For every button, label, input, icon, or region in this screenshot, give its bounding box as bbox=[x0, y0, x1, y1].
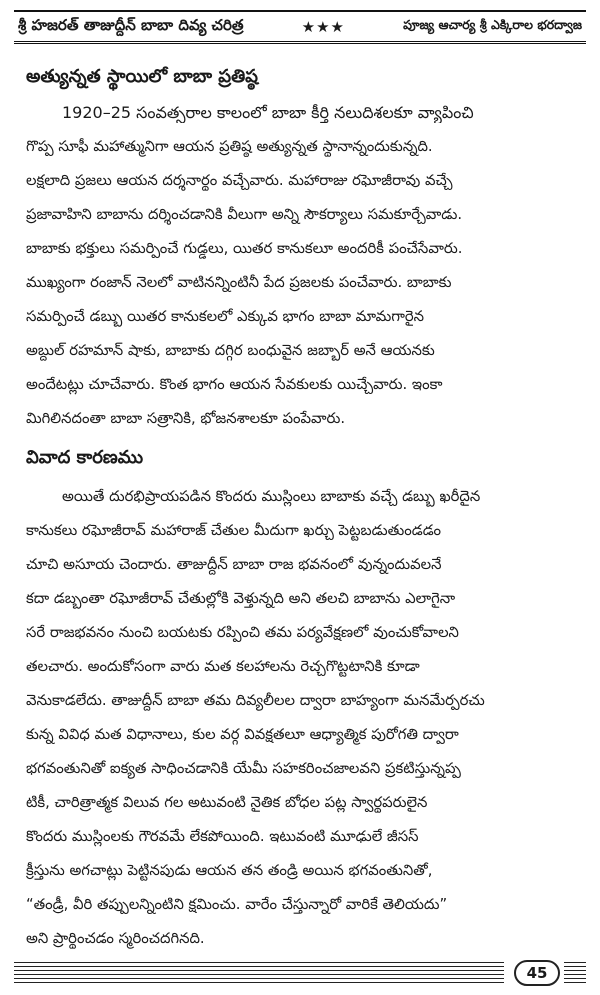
paragraph-line: లక్షలాది ప్రజలు ఆయన దర్శనార్థం వచ్చేవారు. మహారాజు రఘోజీరావు వచ్చే bbox=[26, 172, 453, 189]
paragraph-line: అయితే దురభిప్రాయపడిన కొందరు ముస్లింలు బాబాకు వచ్చే డబ్బు ఖరీదైన bbox=[62, 488, 481, 505]
paragraph-line: కదా డబ్బంతా రఘోజీరావ్ చేతుల్లోకి వెళ్తున్నది అని తలచి బాబాను ఎలాగైనా bbox=[26, 590, 456, 607]
paragraph-line: భగవంతునితో ఐక్యత సాధించడానికి యేమీ సహకరించజాలవని ప్రకటిస్తున్నప్ప bbox=[26, 760, 461, 777]
page-number: 45 bbox=[514, 960, 560, 986]
paragraph-line: వెనుకాడలేదు. తాజుద్దీన్ బాబా తమ దివ్యలీలల ద్వారా బాహ్యంగా మనమేర్పరచు bbox=[26, 692, 485, 709]
paragraph-line: క్రీస్తును అగచాట్లు పెట్టినపుడు ఆయన తన తండ్రి అయిన భగవంతునితో, bbox=[26, 862, 433, 879]
footer-rule-tail bbox=[564, 962, 586, 984]
section-heading-prestige: అత్యున్నత స్థాయిలో బాబా ప్రతిష్ఠ bbox=[26, 66, 258, 87]
paragraph-line: “తండ్రీ, వీరి తప్పులన్నింటిని క్షమించు. వారేం చేస్తున్నారో వారికే తెలియదు” bbox=[26, 896, 448, 913]
header-stars: ★★★ bbox=[301, 17, 345, 36]
paragraph-line: అని ప్రార్థించడం స్మరించదగినది. bbox=[26, 930, 205, 947]
paragraph-line: అబ్దుల్ రహమాన్ షాకు, బాబాకు దగ్గిర బంధువైన జబ్బార్ అనే ఆయనకు bbox=[26, 342, 435, 359]
running-header bbox=[14, 10, 586, 44]
author-name: పూజ్య ఆచార్య శ్రీ ఎక్కిరాల భరద్వాజ bbox=[403, 17, 582, 32]
paragraph-line: కానుకలు రఘోజీరావ్ మహారాజ్ చేతుల మీదుగా ఖర్చు పెట్టబడుతుండడం bbox=[26, 522, 441, 539]
book-title: శ్రీ హజరత్ తాజుద్దీన్ బాబా దివ్య చరిత్ర bbox=[18, 15, 244, 34]
paragraph-line: కున్న వివిధ మత విధానాలు, కుల వర్గ వివక్షతలూ ఆధ్యాత్మిక పురోగతి ద్వారా bbox=[26, 726, 459, 743]
paragraph-line: 1920–25 సంవత్సరాల కాలంలో బాబా కీర్తి నలుదిశలకూ వ్యాపించి bbox=[62, 103, 474, 122]
paragraph-line: తలచారు. అందుకోసంగా వారు మత కలహాలను రెచ్చగొట్టటానికి కూడా bbox=[26, 658, 420, 675]
paragraph-line: సమర్పించే డబ్బు యితర కానుకలలో ఎక్కువ భాగం బాబా మామగారైన bbox=[26, 308, 425, 325]
paragraph-line: చూచి అసూయ చెందారు. తాజుద్దీన్ బాబా రాజ భవనంలో వున్నందువలనే bbox=[26, 556, 442, 573]
paragraph-line: టికీ, చారిత్రాత్మక విలువ గల అటువంటి నైతిక బోధల పట్ల స్వార్థపరులైన bbox=[26, 794, 428, 811]
paragraph-line: కొందరు ముస్లింలకు గౌరవమే లేకపోయింది. ఇటువంటి మూఢులే జీసస్ bbox=[26, 828, 419, 845]
paragraph-line: ముఖ్యంగా రంజాన్ నెలలో వాటినన్నింటినీ పేద ప్రజలకు పంచేవారు. బాబాకు bbox=[26, 274, 452, 291]
paragraph-line: ప్రజావాహిని బాబాను దర్శించడానికి వీలుగా అన్ని సౌకర్యాలు సమకూర్చేవాడు. bbox=[26, 206, 463, 223]
footer-rule-lines bbox=[14, 962, 504, 984]
paragraph-line: మిగిలినదంతా బాబా సత్రానికి, భోజనశాలకూ పంపేవారు. bbox=[26, 410, 346, 427]
paragraph-line: గొప్ప సూఫీ మహాత్మునిగా ఆయన ప్రతిష్ఠ అత్యున్నత స్థానాన్నందుకున్నది. bbox=[26, 138, 433, 155]
section-heading-dispute: వివాద కారణము bbox=[26, 447, 144, 468]
paragraph-line: సరే రాజభవనం నుంచి బయటకు రప్పించి తమ పర్యవేక్షణలో వుంచుకోవాలని bbox=[26, 624, 459, 641]
paragraph-line: అందేటట్లు చూచేవారు. కొంత భాగం ఆయన సేవకులకు యిచ్చేవారు. ఇంకా bbox=[26, 376, 443, 393]
paragraph-line: బాబాకు భక్తులు సమర్పించే గుడ్డలు, యితర కానుకలూ అందరికీ పంచేసేవారు. bbox=[26, 240, 463, 257]
